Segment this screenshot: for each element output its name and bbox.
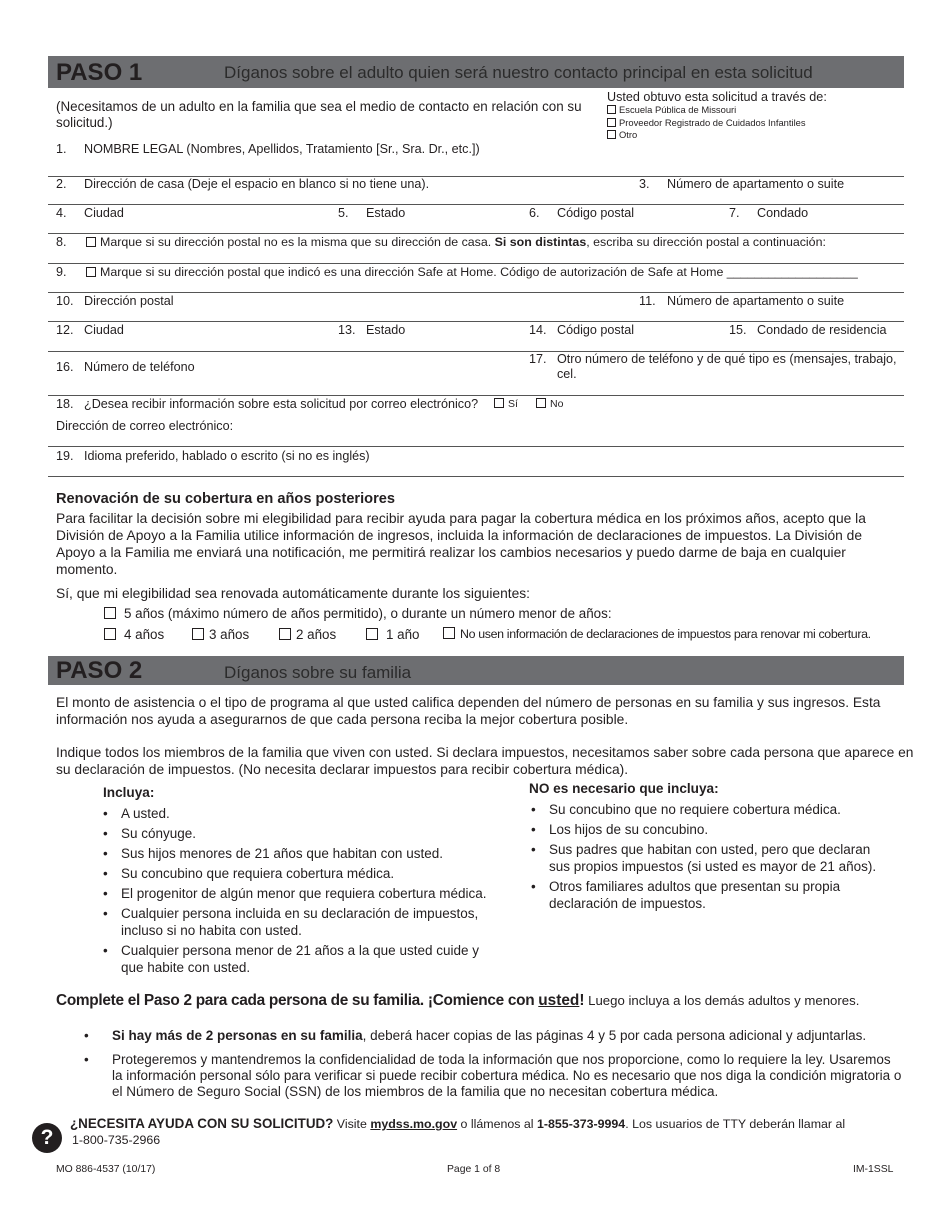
- divider: [48, 263, 904, 264]
- field-12-num: 12.: [56, 323, 74, 337]
- field-8-row: [86, 235, 826, 249]
- field-16-phone[interactable]: Número de teléfono: [84, 360, 195, 374]
- complete-text-c: !: [579, 992, 585, 1009]
- field-10-mailing-address[interactable]: Dirección postal: [84, 294, 174, 308]
- field-3-apartment[interactable]: Número de apartamento o suite: [667, 177, 845, 191]
- renew-none-label: No usen información de declaraciones de impuestos para renovar mi cobertura.: [460, 627, 871, 641]
- complete-text-a: Complete el Paso 2 para cada persona de su familia. ¡Comience con: [56, 992, 539, 1009]
- field-9-row: [86, 265, 858, 279]
- list-item: • A usted.: [103, 806, 170, 821]
- field-17-other-phone[interactable]: Otro número de teléfono y de qué tipo es (mensajes, trabajo, cel.: [557, 352, 897, 381]
- list-item: • Su concubino que no requiere cobertura médica.: [531, 802, 841, 817]
- renew-1-year-label: 1 año: [386, 627, 420, 642]
- renewal-question: Sí, que mi elegibilidad sea renovada automáticamente durante los siguientes:: [56, 586, 530, 601]
- help-site-link[interactable]: mydss.mo.gov: [370, 1117, 458, 1131]
- footer-form-number: MO 886-4537 (10/17): [56, 1164, 156, 1175]
- field-14-zip[interactable]: Código postal: [557, 323, 635, 337]
- source-box: [607, 90, 897, 142]
- field-19-language[interactable]: Idioma preferido, hablado o escrito (si no es inglés): [84, 449, 370, 463]
- email-no-label: No: [550, 398, 564, 410]
- paso1-label: PASO 1: [56, 59, 143, 86]
- divider: [48, 321, 904, 322]
- note-1-bold: Si hay más de 2 personas en su familia: [112, 1028, 363, 1043]
- list-item: • El progenitor de algún menor que requiera cobertura médica.: [103, 886, 487, 901]
- renew-2-years-checkbox[interactable]: [279, 628, 291, 640]
- complete-instruction: [56, 992, 859, 1010]
- paso2-title: Díganos sobre su familia: [224, 663, 412, 682]
- list-item: • Sus padres que habitan con usted, pero que declaran sus propios impuestos (si usted es mayor de 21 años).: [531, 842, 877, 874]
- field-10-num: 10.: [56, 294, 74, 308]
- exclude-list: [531, 801, 901, 915]
- divider: [48, 292, 904, 293]
- renew-3-years-checkbox[interactable]: [192, 628, 204, 640]
- renew-4-years-label: 4 años: [124, 627, 165, 642]
- exclude-heading: NO es necesario que incluya:: [529, 781, 719, 796]
- paso1-title: Díganos sobre el adulto quien será nuestro contacto principal en esta solicitud: [224, 63, 813, 82]
- field-8-text-c: , escriba su dirección postal a continuación:: [586, 235, 826, 249]
- email-address-field[interactable]: Dirección de correo electrónico:: [56, 419, 234, 433]
- help-icon: ?: [32, 1123, 62, 1153]
- field-9-text: Marque si su dirección postal que indicó es una dirección Safe at Home. Código de autorización de Safe at Home ___________________: [100, 265, 858, 279]
- complete-text-d: Luego incluya a los demás adultos y menores.: [584, 993, 860, 1008]
- renew-none-option[interactable]: [443, 627, 871, 641]
- field-5-num: 5.: [338, 206, 349, 220]
- field-18-question: ¿Desea recibir información sobre esta solicitud por correo electrónico?: [84, 397, 479, 411]
- note-2-text: Protegeremos y mantendremos la confidencialidad de toda la información que nos proporcione, como lo requiere la ley. Usaremos la información personal sólo para verificar si puede recibir cobertura médica. No es necesario que nos diga la condición migratoria o el Número de Seguro Social (SSN) de los miembros de la familia que no necesitan cobertura médica.: [112, 1052, 902, 1099]
- field-13-num: 13.: [338, 323, 356, 337]
- field-4-num: 4.: [56, 206, 67, 220]
- source-checkbox-childcare[interactable]: [607, 118, 616, 127]
- source-option-school: Escuela Pública de Missouri: [619, 104, 737, 115]
- field-14-num: 14.: [529, 323, 547, 337]
- renew-1-year-checkbox[interactable]: [366, 628, 378, 640]
- help-phone: 1-855-373-9994: [537, 1117, 626, 1131]
- help-call: o llámenos al: [457, 1117, 537, 1131]
- footer-form-code: IM-1SSL: [853, 1164, 894, 1175]
- list-item: • Otros familiares adultos que presentan su propia declaración de impuestos.: [531, 879, 841, 911]
- renew-none-checkbox[interactable]: [443, 627, 455, 639]
- renew-1-year-option[interactable]: [366, 627, 420, 642]
- renew-2-years-label: 2 años: [296, 627, 337, 642]
- divider: [48, 476, 904, 477]
- email-yes-option[interactable]: [494, 398, 518, 410]
- field-11-apartment[interactable]: Número de apartamento o suite: [667, 294, 845, 308]
- divider: [48, 446, 904, 447]
- field-9-num: 9.: [56, 265, 67, 279]
- field-18-num: 18.: [56, 397, 74, 411]
- list-item: • Su cónyuge.: [103, 826, 197, 841]
- field-2-num: 2.: [56, 177, 67, 191]
- paso1-header: [48, 56, 904, 88]
- paso1-intro: (Necesitamos de un adulto en la familia que sea el medio de contacto en relación con su solicitud.): [56, 99, 582, 130]
- paso2-header: [48, 656, 904, 685]
- note-1-rest: , deberá hacer copias de las páginas 4 y 5 por cada persona adicional y adjuntarlas.: [362, 1028, 867, 1043]
- renew-5-years-checkbox[interactable]: [104, 607, 116, 619]
- source-label: Usted obtuvo esta solicitud a través de:: [607, 90, 827, 104]
- mailing-different-checkbox[interactable]: [86, 237, 96, 247]
- renewal-heading: Renovación de su cobertura en años posteriores: [56, 491, 395, 507]
- include-heading: Incluya:: [103, 785, 155, 800]
- field-19-num: 19.: [56, 449, 74, 463]
- divider: [48, 395, 904, 396]
- field-11-num: 11.: [639, 294, 656, 308]
- list-item: • Cualquier persona incluida en su declaración de impuestos, incluso si no habita con usted.: [103, 906, 479, 938]
- paso2-para1: El monto de asistencia o el tipo de programa al que usted califica dependen del número de personas en su familia y sus ingresos. Esta información nos ayuda a asegurarnos de que cada persona reciba la mejor cobertura posible.: [56, 695, 881, 727]
- renew-4-years-checkbox[interactable]: [104, 628, 116, 640]
- field-8-text-a: Marque si su dirección postal no es la misma que su dirección de casa.: [100, 235, 495, 249]
- safe-at-home-checkbox[interactable]: [86, 267, 96, 277]
- email-no-checkbox[interactable]: [536, 398, 546, 408]
- field-7-num: 7.: [729, 206, 740, 220]
- renew-3-years-label: 3 años: [209, 627, 250, 642]
- list-item: • Su concubino que requiera cobertura médica.: [103, 866, 395, 881]
- source-checkbox-school[interactable]: [607, 105, 616, 114]
- field-16-num: 16.: [56, 360, 74, 374]
- renew-5-years-label: 5 años (máximo número de años permitido), o durante un número menor de años:: [124, 606, 612, 621]
- field-4-city[interactable]: Ciudad: [84, 206, 124, 220]
- complete-text-b: usted: [538, 992, 580, 1009]
- divider: [48, 233, 904, 234]
- note-1: • Si hay más de 2 personas en su familia, deberá hacer copias de las páginas 4 y 5 por cada persona adicional y adjuntarlas.: [84, 1028, 867, 1043]
- source-checkbox-other[interactable]: [607, 130, 616, 139]
- field-15-county[interactable]: Condado de residencia: [757, 323, 887, 337]
- help-tty: . Los usuarios de TTY deberán llamar al: [625, 1117, 846, 1131]
- renew-4-years-option[interactable]: [104, 627, 164, 642]
- field-1-num: 1.: [56, 142, 67, 156]
- help-question: ¿NECESITA AYUDA CON SU SOLICITUD?: [70, 1116, 334, 1131]
- email-no-option[interactable]: [536, 398, 563, 410]
- email-yes-checkbox[interactable]: [494, 398, 504, 408]
- field-12-city[interactable]: Ciudad: [84, 323, 124, 337]
- help-text: [70, 1116, 900, 1148]
- note-2: • Protegeremos y mantendremos la confidencialidad de toda la información que nos proporcione, como lo requiere la ley. Usaremos la información personal sólo para verificar si puede recibir cobertura médica. No es necesario que nos diga la condición migratoria o el Número de Seguro Social (SSN) de los miembros de la familia que no necesitan cobertura médica.: [84, 1052, 904, 1100]
- renew-2-years-option[interactable]: [279, 627, 336, 642]
- field-7-county[interactable]: Condado: [757, 206, 809, 220]
- field-8-text-b: Si son distintas: [494, 235, 587, 249]
- field-2-home-address[interactable]: Dirección de casa (Deje el espacio en blanco si no tiene una).: [84, 177, 430, 191]
- list-item: • Los hijos de su concubino.: [531, 822, 709, 837]
- help-visit: Visite: [333, 1117, 371, 1131]
- list-item: • Cualquier persona menor de 21 años a la que usted cuide y que habite con usted.: [103, 943, 479, 975]
- field-3-num: 3.: [639, 177, 650, 191]
- list-item: • Sus hijos menores de 21 años que habitan con usted.: [103, 846, 443, 861]
- field-6-num: 6.: [529, 206, 540, 220]
- field-15-num: 15.: [729, 323, 747, 337]
- help-tty-phone: 1-800-735-2966: [72, 1133, 161, 1147]
- renew-5-years-option[interactable]: [104, 606, 612, 621]
- renew-3-years-option[interactable]: [192, 627, 249, 642]
- footer-page-number: Page 1 of 8: [447, 1164, 501, 1175]
- field-8-num: 8.: [56, 235, 67, 249]
- field-1-legal-name[interactable]: NOMBRE LEGAL (Nombres, Apellidos, Tratamiento [Sr., Sra. Dr., etc.]): [84, 142, 480, 156]
- email-yes-label: Sí: [508, 398, 518, 410]
- paso2-para2: Indique todos los miembros de la familia que viven con usted. Si declara impuestos, necesitamos saber sobre cada persona que aparece en su declaración de impuestos. (No necesita declarar impuestos para recibir cobertura médica).: [56, 745, 914, 777]
- field-17-num: 17.: [529, 352, 547, 366]
- source-option-other: Otro: [619, 129, 638, 141]
- renewal-paragraph: Para facilitar la decisión sobre mi elegibilidad para recibir ayuda para pagar la cobertura médica en los próximos años, acepto que la División de Apoyo a la Familia utilice información de ingresos, incluida la información de declaraciones de impuestos. La División de Apoyo a la Familia me enviará una notificación, me permitirá realizar los cambios necesarios y puedo darme de baja en cualquier momento.: [56, 511, 866, 577]
- divider: [48, 204, 904, 205]
- paso2-label: PASO 2: [56, 657, 143, 684]
- source-option-childcare: Proveedor Registrado de Cuidados Infantiles: [619, 116, 806, 128]
- include-list: [103, 805, 503, 979]
- field-5-state[interactable]: Estado: [366, 206, 406, 220]
- field-13-state[interactable]: Estado: [366, 323, 406, 337]
- field-6-zip[interactable]: Código postal: [557, 206, 635, 220]
